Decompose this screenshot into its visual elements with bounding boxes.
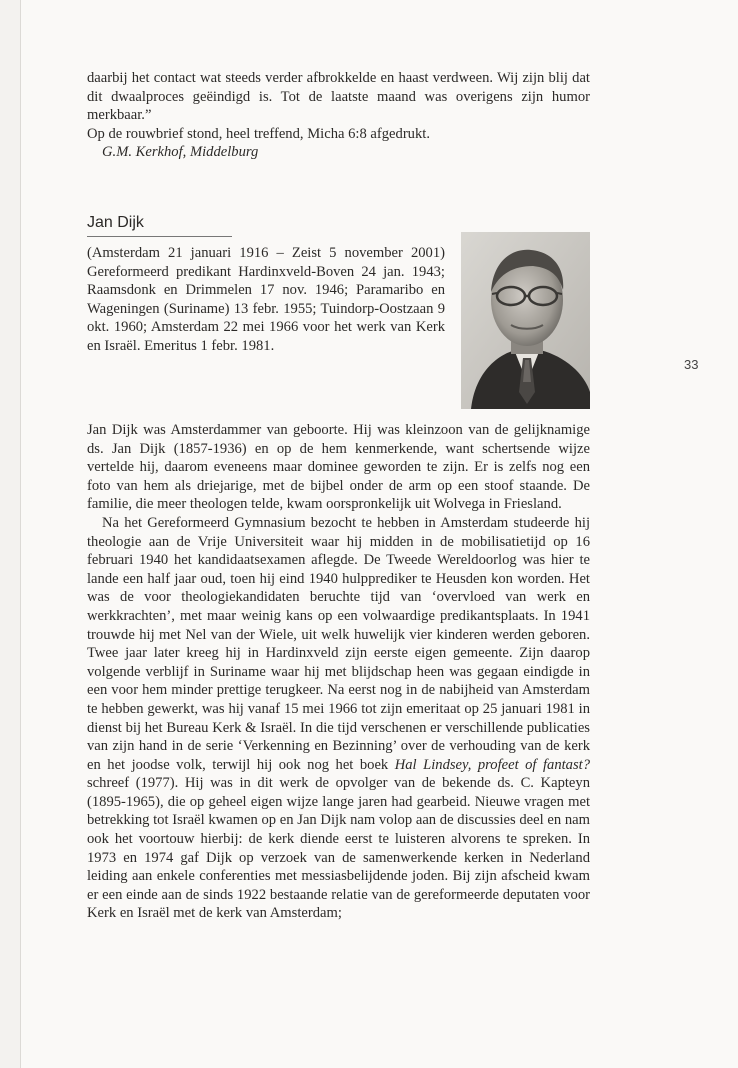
book-title: Hal Lindsey, profeet of fantast? [394,756,591,773]
portrait-illustration [461,232,590,409]
paragraph-2-part-a: Na het Gereformeerd Gymnasium bezocht te hebben in Amsterdam studeerde hij theologie aan de Vrije Universiteit waar hij midden in de mobilisatietijd op 16 februari 1940 het kandidaatsexamen aflegde. De Tweede Wereldoorlog was hier te lande een half jaar oud, toen hij eind 1940 hulpprediker te Heusden kon worden. Het was de voor theologiekandidaten beruchte tijd van ‘overvloed van werk en werkkrachten’, met maar weinig kans op een volwaardige predikantsplaats. In 1941 trouwde hij met Nel van der Wiele, uit welk huwelijk vier kinderen werden geboren. Twee jaar later kreeg hij in Hardinxveld zijn eerste eigen gemeente. Zijn daarop volgende verblijf in Suriname waar hij met blijdschap heen was gegaan eindigde in een voor hem minder prettige terugkeer. Na eerst nog in de nabijheid van Amsterdam te hebben gewerkt, was hij vanaf 15 mei 1966 tot zijn emeritaat op 25 januari 1981 in dienst bij het Bureau Kerk & Israël. In die tijd verschenen er verschillende publicaties van zijn hand in de serie ‘Verkenning en Bezinning’ over de verhouding van de kerk en het joodse volk, terwijl hij ook nog het boek [87,514,590,773]
heading-underline [87,236,232,237]
bio-summary: (Amsterdam 21 januari 1916 – Zeist 5 november 2001) Gereformeerd predikant Hardinxveld-Boven 24 jan. 1943; Raamsdonk en Drimmelen 17 nov. 1946; Paramaribo en Wageningen (Suriname) 13 febr. 1955; Tuindorp-Oostzaan 9 okt. 1960; Amsterdam 22 mei 1966 voor het werk van Kerk en Israël. Emeritus 1 febr. 1981. [87,245,445,354]
closing-text-verse: Op de rouwbrief stond, heel treffend, Micha 6:8 afgedrukt. [87,125,430,142]
author-signature: G.M. Kerkhof, Middelburg [102,144,259,161]
page-number: 33 [684,357,699,372]
portrait-photo [461,232,590,409]
paragraph-2 [87,514,590,923]
body-text [87,421,590,923]
top-paragraph [87,69,590,162]
closing-text: daarbij het contact wat steeds verder afbrokkelde en haast verdween. Wij zijn blij dat dit dwaalproces geëindigd is. Tot de laatste maand was overigens zijn humor merkbaar.” [87,70,590,124]
paragraph-1: Jan Dijk was Amsterdammer van geboorte. Hij was kleinzoon van de gelijknamige ds. Jan Dijk (1857-1936) en op de hem kenmerkende, want schertsende wijze vertelde hij, daarom eveneens maar dominee geworden te zijn. Er is zelfs nog een foto van hem als driejarige, met de bijbel onder de arm op een stoof staande. De familie, die meer theologen telde, kwam oorspronkelijk uit Wolvega in Friesland. [87,422,590,513]
paragraph-2-part-b: schreef (1977). Hij was in dit werk de opvolger van de bekende ds. C. Kapteyn (1895-1965), die op geheel eigen wijze lange jaren had gearbeid. Nieuwe vragen met betrekking tot Israël kwamen op en Jan Dijk nam volop aan de discussies deel en nam ook het voortouw hierbij: de kerk diende eerst te luisteren alvorens te spreken. In 1973 en 1974 gaf Dijk op verzoek van de samenwerkende kerken in Nederland leiding aan enkele conferenties met messiasbelijdende joden. Bij zijn afscheid kwam er een einde aan de sinds 1922 bestaande relatie van de gereformeerde deputaten voor Kerk en Israël met de kerk van Amsterdam; [87,775,590,922]
section-heading: Jan Dijk [87,214,144,231]
